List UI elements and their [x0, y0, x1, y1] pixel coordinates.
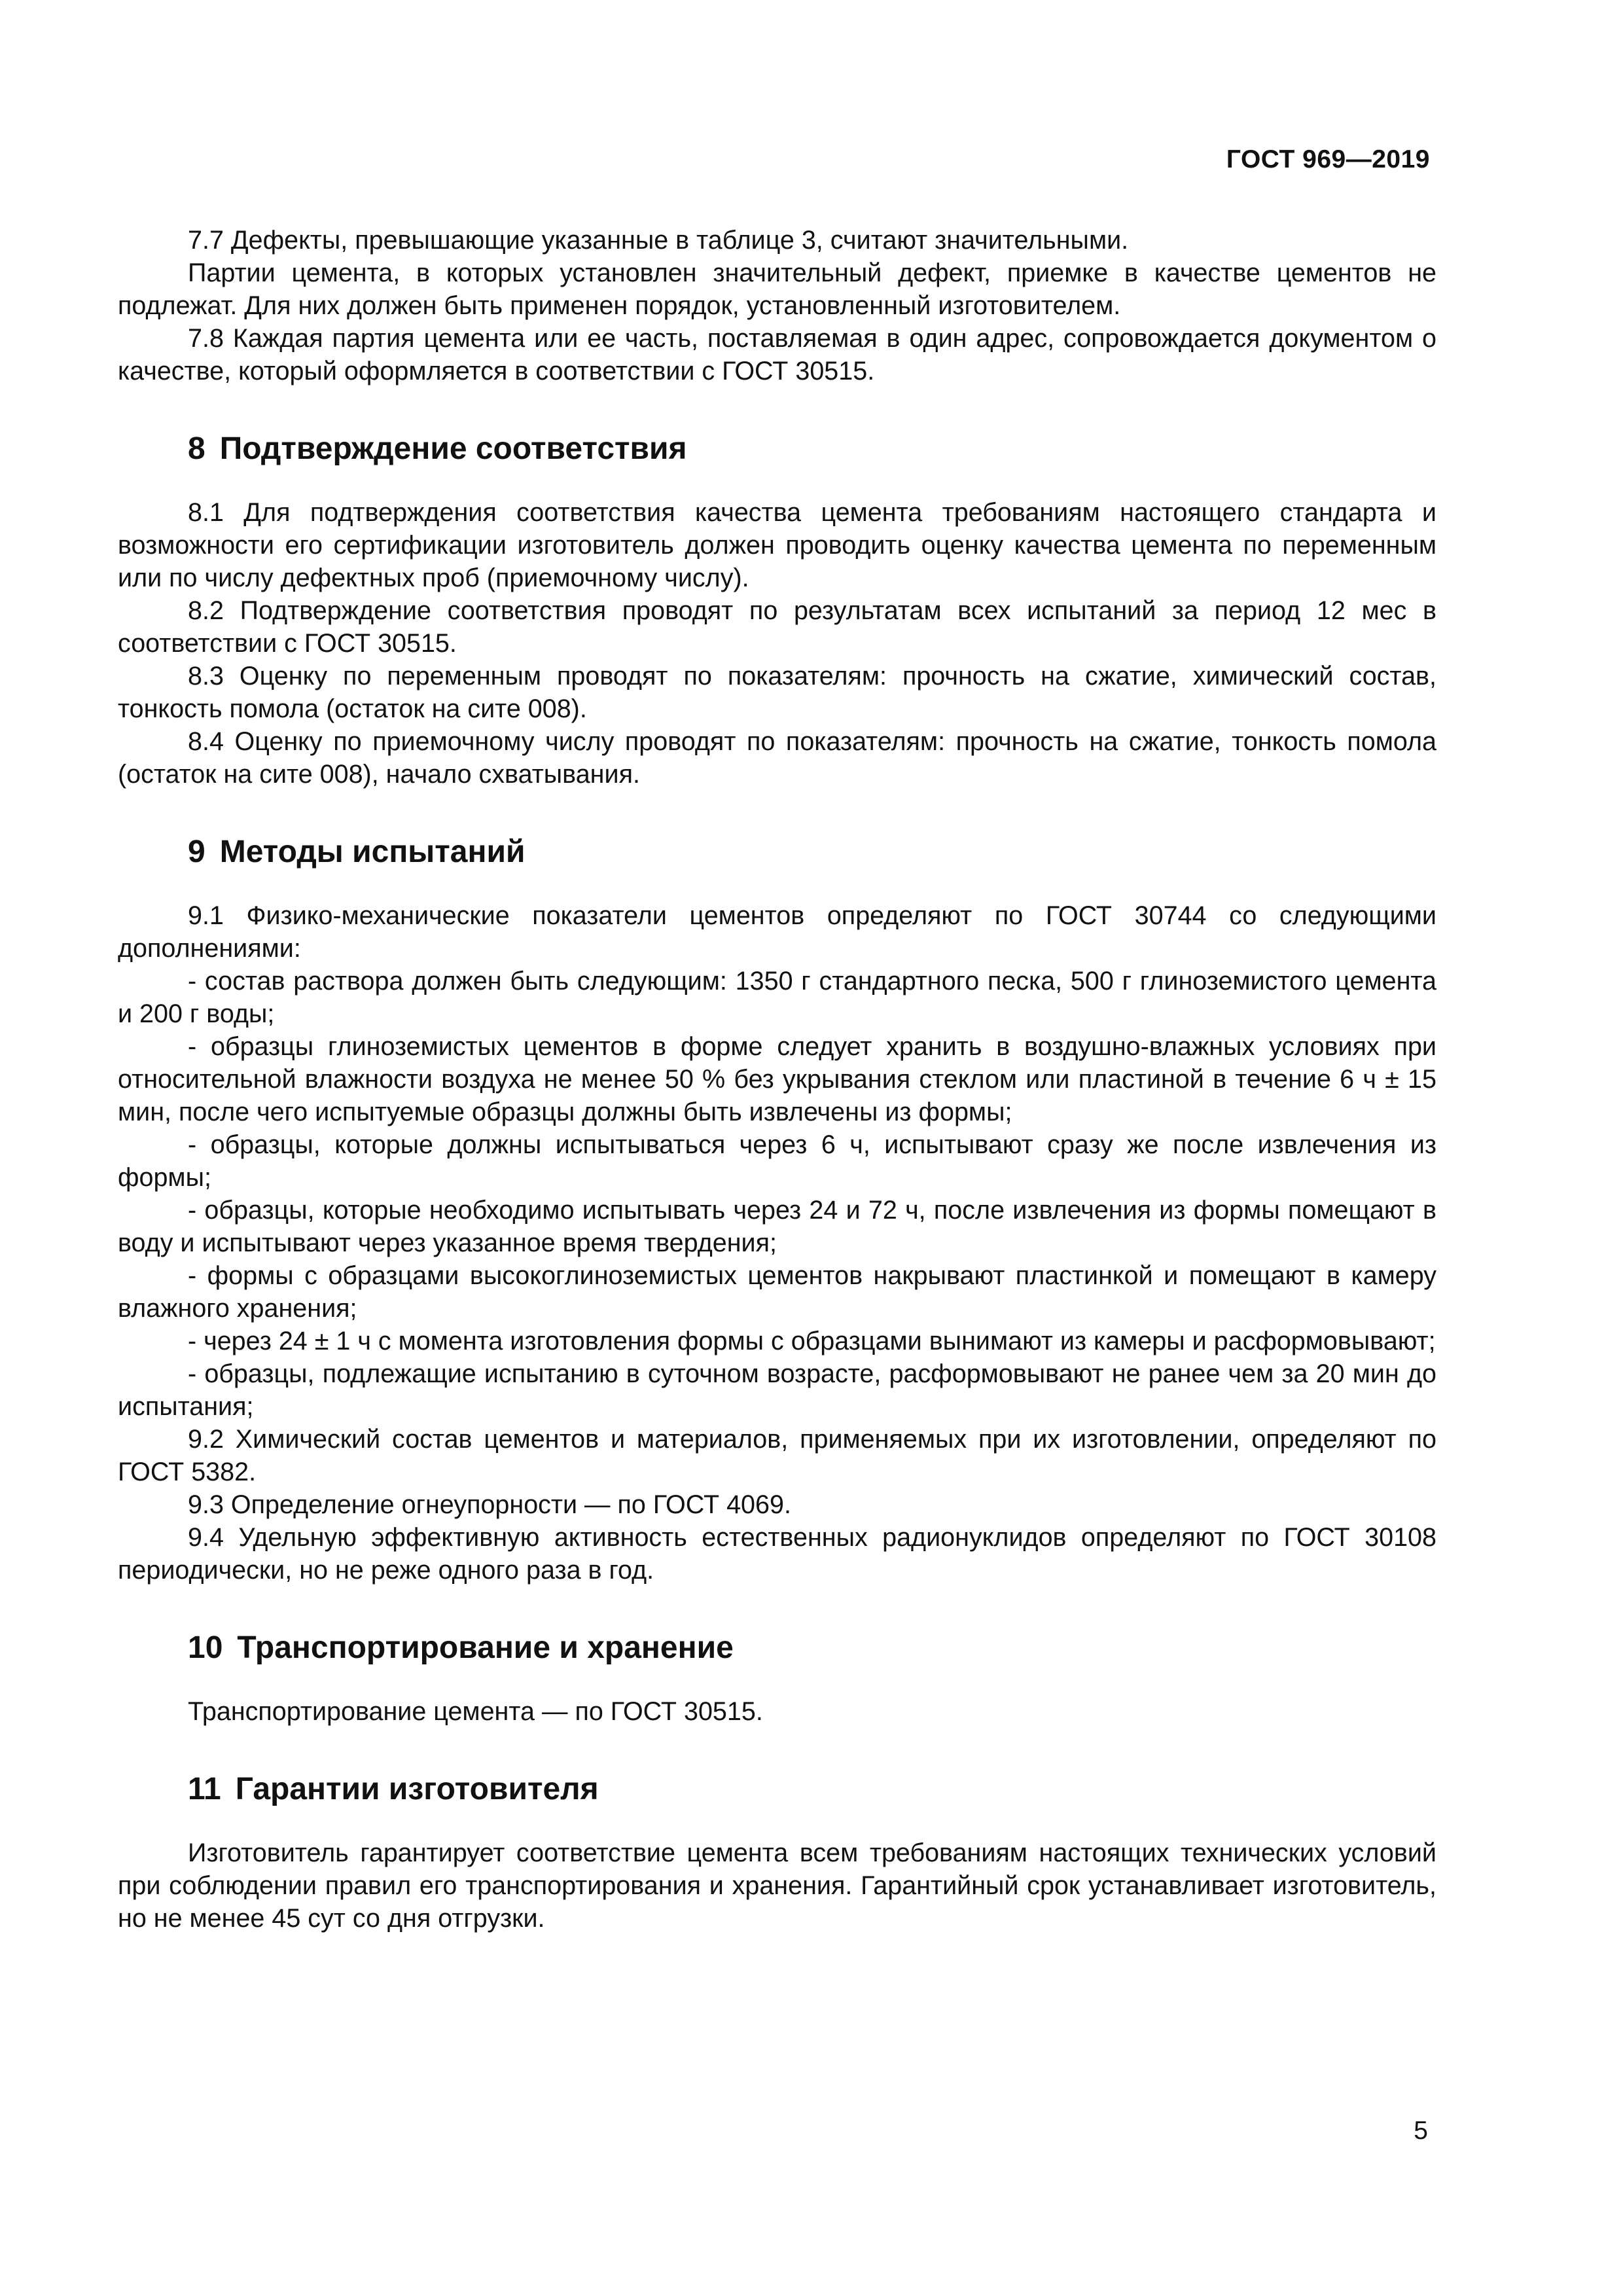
paragraph: 8.2 Подтверждение соответствия проводят по результатам всех испытаний за период 12 мес в соответствии с ГОСТ 30515.	[118, 596, 1436, 658]
page-number: 5	[1414, 2117, 1428, 2145]
section-heading	[188, 1770, 1436, 1809]
section-number: 9	[188, 834, 205, 869]
paragraph: Транспортирование цемента — по ГОСТ 30515.	[188, 1697, 763, 1726]
list-item: - через 24 ± 1 ч с момента изготовления формы с образцами вынимают из камеры и расформовывают;	[188, 1327, 1436, 1355]
section-number: 8	[188, 431, 205, 466]
section-title: Методы испытаний	[219, 834, 526, 869]
section-10	[118, 1628, 1436, 1728]
list-item: - образцы глиноземистых цементов в форме следует хранить в воздушно-влажных условиях при относительной влажности воздуха не менее 50 % без укрывания стеклом или пластиной в течение 6 ч ± 15 мин, после чего испытуемые образцы должны быть извлечены из формы;	[118, 1032, 1436, 1126]
section-heading	[188, 429, 1436, 469]
section-title: Гарантии изготовителя	[235, 1772, 599, 1806]
section-heading	[188, 833, 1436, 872]
section-9	[118, 833, 1436, 1587]
paragraph: 9.3 Определение огнеупорности — по ГОСТ 4069.	[188, 1490, 791, 1519]
paragraph: 8.4 Оценку по приемочному числу проводят по показателям: прочность на сжатие, тонкость помола (остаток на сите 008), начало схватывания.	[118, 727, 1436, 789]
section-title: Транспортирование и хранение	[237, 1630, 734, 1665]
paragraph: 8.1 Для подтверждения соответствия качества цемента требованиям настоящего стандарта и возможности его сертификации изготовитель должен проводить оценку качества цемента по переменным или по числу дефектных проб (приемочному числу).	[118, 498, 1436, 592]
paragraph: 9.2 Химический состав цементов и материалов, применяемых при их изготовлении, определяют по ГОСТ 5382.	[118, 1425, 1436, 1486]
document-id-header: ГОСТ 969—2019	[1226, 145, 1430, 173]
paragraph: 9.4 Удельную эффективную активность естественных радионуклидов определяют по ГОСТ 30108 периодически, но не реже одного раза в год.	[118, 1523, 1436, 1585]
paragraph: 7.8 Каждая партия цемента или ее часть, поставляемая в один адрес, сопровождается документом о качестве, который оформляется в соответствии с ГОСТ 30515.	[118, 324, 1436, 386]
paragraph: 9.1 Физико-механические показатели цементов определяют по ГОСТ 30744 со следующими дополнениями:	[118, 901, 1436, 963]
section-title: Подтверждение соответствия	[219, 431, 687, 466]
paragraph: 7.7 Дефекты, превышающие указанные в таблице 3, считают значительными.	[188, 226, 1129, 255]
section-8	[118, 429, 1436, 791]
list-item: - образцы, подлежащие испытанию в суточном возрасте, расформовывают не ранее чем за 20 мин до испытания;	[118, 1359, 1436, 1421]
list-item: - состав раствора должен быть следующим: 1350 г стандартного песка, 500 г глиноземистого цемента и 200 г воды;	[118, 967, 1436, 1028]
list-item: - образцы, которые должны испытываться через 6 ч, испытывают сразу же после извлечения из формы;	[118, 1130, 1436, 1192]
section-11	[118, 1770, 1436, 1935]
paragraph: 8.3 Оценку по переменным проводят по показателям: прочность на сжатие, химический состав, тонкость помола (остаток на сите 008).	[118, 662, 1436, 723]
paragraph: Партии цемента, в которых установлен значительный дефект, приемке в качестве цементов не подлежат. Для них должен быть применен порядок, установленный изготовителем.	[118, 259, 1436, 320]
intro-block	[118, 224, 1436, 387]
list-item: - формы с образцами высокоглиноземистых цементов накрывают пластинкой и помещают в камеру влажного хранения;	[118, 1261, 1436, 1323]
section-number: 11	[188, 1772, 221, 1806]
list-item: - образцы, которые необходимо испытывать через 24 и 72 ч, после извлечения из формы помещают в воду и испытывают через указанное время твердения;	[118, 1196, 1436, 1257]
document-body	[118, 224, 1436, 1935]
section-number: 10	[188, 1630, 223, 1665]
paragraph: Изготовитель гарантирует соответствие цемента всем требованиям настоящих технических условий при соблюдении правил его транспортирования и хранения. Гарантийный срок устанавливает изготовитель, но не менее 45 сут со дня отгрузки.	[118, 1839, 1436, 1933]
section-heading	[188, 1628, 1436, 1668]
